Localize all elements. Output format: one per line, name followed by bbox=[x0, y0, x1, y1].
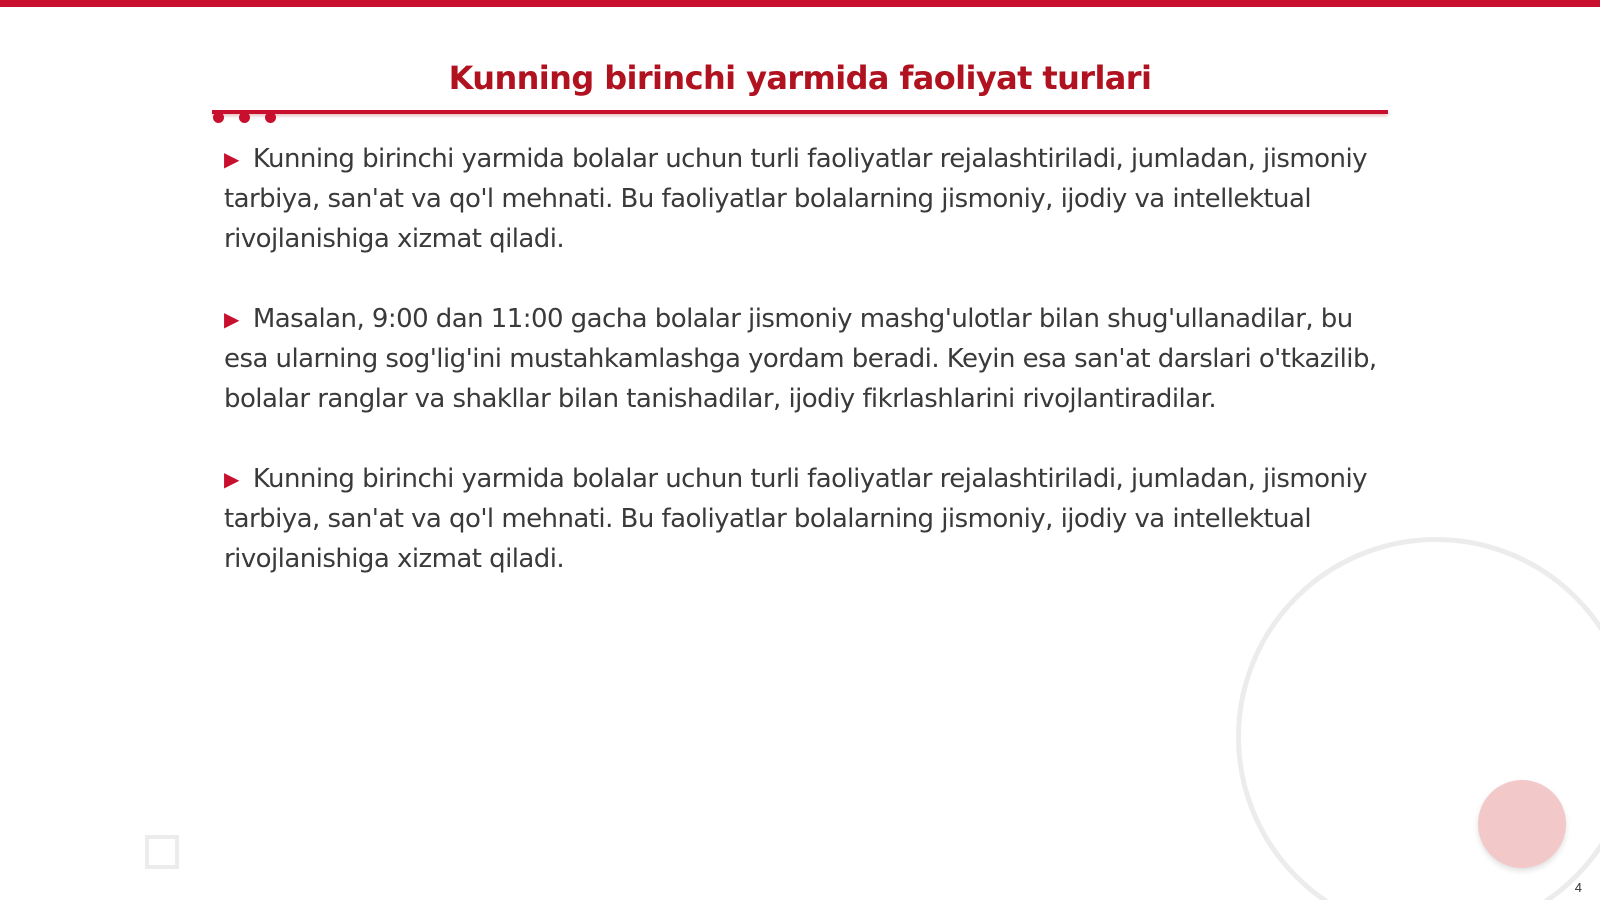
decorative-square-outline bbox=[145, 835, 179, 869]
decorative-circle-pink bbox=[1478, 780, 1566, 868]
bullet-list bbox=[224, 139, 1384, 619]
bullet-text: Kunning birinchi yarmida bolalar uchun turli faoliyatlar rejalashtiriladi, jumladan, jismoniy tarbiya, san'at va qo'l mehnati. Bu faoliyatlar bolalarning jismoniy, ijodiy va intellektual rivojlanishiga xizmat qiladi. bbox=[224, 464, 1367, 574]
triangle-bullet-icon: ▶ bbox=[224, 147, 239, 171]
triangle-bullet-icon: ▶ bbox=[224, 467, 239, 491]
bullet-item bbox=[224, 139, 1384, 259]
underline-dot bbox=[239, 112, 250, 123]
bullet-text: Masalan, 9:00 dan 11:00 gacha bolalar jismoniy mashg'ulotlar bilan shug'ullanadilar, bu esa ularning sog'lig'ini mustahkamlashga yordam beradi. Keyin esa san'at darslari o'tkazilib, bolalar ranglar va shakllar bilan tanishadilar, ijodiy fikrlashlarini rivojlantiradilar. bbox=[224, 304, 1377, 414]
title-underline bbox=[212, 110, 1388, 114]
slide-title: Kunning birinchi yarmida faoliyat turlari bbox=[448, 59, 1152, 97]
bullet-item bbox=[224, 459, 1384, 579]
underline-dot bbox=[265, 112, 276, 123]
top-accent-bar bbox=[0, 0, 1600, 7]
triangle-bullet-icon: ▶ bbox=[224, 307, 239, 331]
underline-dot bbox=[213, 112, 224, 123]
bullet-item bbox=[224, 299, 1384, 419]
bullet-text: Kunning birinchi yarmida bolalar uchun turli faoliyatlar rejalashtiriladi, jumladan, jismoniy tarbiya, san'at va qo'l mehnati. Bu faoliyatlar bolalarning jismoniy, ijodiy va intellektual rivojlanishiga xizmat qiladi. bbox=[224, 144, 1367, 254]
page-number: 4 bbox=[1574, 880, 1582, 895]
